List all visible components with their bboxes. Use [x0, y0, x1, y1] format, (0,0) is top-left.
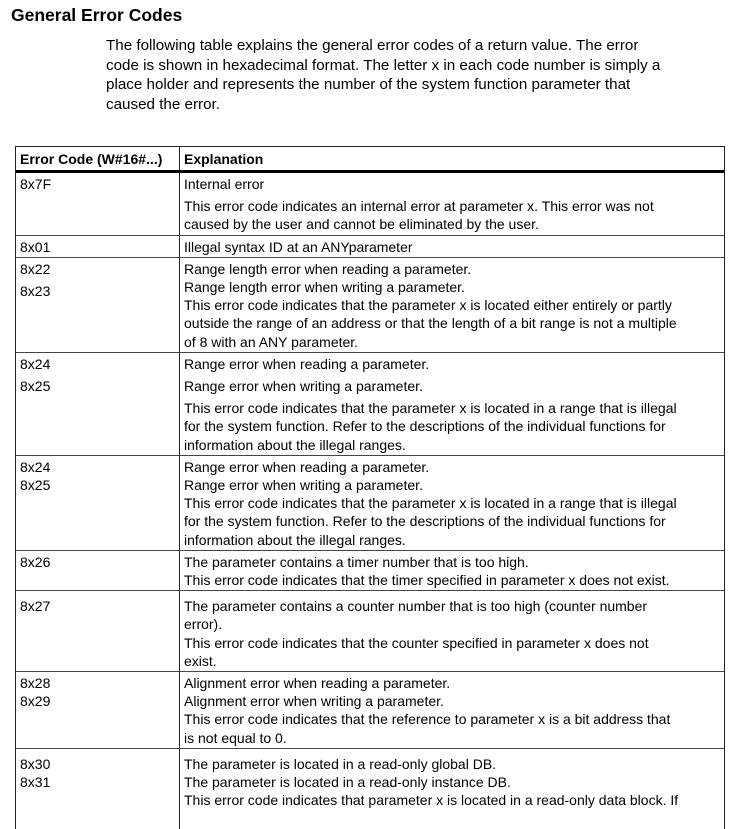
header-explanation: Explanation [184, 151, 264, 167]
explanation-cell [180, 672, 724, 748]
explanation-line: This error code indicates that parameter x is located in a read-only data block. If [184, 792, 679, 809]
explanation-cell [180, 173, 724, 235]
explanation-cell [180, 258, 724, 352]
explanation-line: This error code indicates an internal error at parameter x. This error was not [184, 198, 654, 215]
code-cell [16, 456, 180, 550]
explanation-line: This error code indicates that the timer specified in parameter x does not exist. [184, 572, 670, 589]
explanation-cell [180, 353, 724, 455]
explanation-line: for the system function. Refer to the descriptions of the individual functions for [184, 513, 666, 530]
explanation-line: Illegal syntax ID at an ANYparameter [184, 238, 413, 255]
explanation-line: exist. [184, 652, 217, 669]
code-value: 8x7F [20, 176, 52, 192]
explanation-line: The parameter contains a counter number that is too high (counter number [184, 598, 648, 615]
code-value: 8x25 [20, 378, 51, 395]
explanation-line: Range error when writing a parameter. [184, 378, 423, 395]
intro-paragraph [106, 36, 726, 114]
table-row [16, 173, 724, 236]
explanation-line: Alignment error when reading a parameter. [184, 675, 451, 692]
explanation-cell [180, 236, 724, 257]
explanation-line: Range length error when writing a parameter. [184, 279, 465, 296]
explanation-line: This error code indicates that the parameter x is located in a range that is illegal [184, 495, 677, 512]
section-title: General Error Codes [11, 5, 183, 25]
explanation-line: This error code indicates that the parameter x is located either entirely or partly [184, 297, 672, 314]
table-row [16, 749, 724, 829]
explanation-cell [180, 749, 724, 829]
code-value: 8x01 [20, 238, 51, 255]
code-cell [16, 258, 180, 352]
explanation-line: Range length error when reading a parameter. [184, 260, 472, 277]
code-value: 8x30 [20, 755, 51, 772]
explanation-line: caused by the user and cannot be eliminated by the user. [184, 216, 539, 233]
explanation-line: information about the illegal ranges. [184, 436, 406, 453]
explanation-line: This error code indicates that the reference to parameter x is a bit address that [184, 711, 671, 728]
table-row [16, 353, 724, 456]
explanation-line: information about the illegal ranges. [184, 531, 406, 548]
table-row [16, 672, 724, 749]
code-value: 8x24 [20, 458, 51, 475]
explanation-line: This error code indicates that the counter specified in parameter x does not [184, 634, 649, 651]
code-value: 8x26 [20, 553, 51, 570]
table-header-row [16, 147, 724, 173]
intro-line: place holder and represents the number of the system function parameter that [106, 76, 631, 93]
explanation-line: Range error when reading a parameter. [184, 355, 430, 372]
explanation-line: error). [184, 616, 223, 633]
code-cell [16, 173, 180, 235]
explanation-line: The parameter is located in a read-only instance DB. [184, 774, 511, 791]
explanation-cell [180, 591, 724, 671]
code-value: 8x22 [20, 260, 51, 277]
code-cell [16, 236, 180, 257]
explanation-line: The parameter is located in a read-only global DB. [184, 755, 497, 772]
code-cell [16, 672, 180, 748]
intro-line: caused the error. [106, 95, 220, 113]
table-row [16, 258, 724, 353]
intro-line: The following table explains the general error codes of a return value. The error [106, 37, 639, 54]
code-cell [16, 353, 180, 455]
table-row [16, 456, 724, 551]
explanation-line: This error code indicates that the parameter x is located in a range that is illegal [184, 400, 677, 417]
explanation-line: of 8 with an ANY parameter. [184, 333, 359, 350]
code-value: 8x27 [20, 598, 51, 615]
explanation-line: for the system function. Refer to the descriptions of the individual functions for [184, 418, 666, 435]
explanation-line: outside the range of an address or that the length of a bit range is not a multiple [184, 315, 677, 332]
code-cell [16, 591, 180, 671]
explanation-cell [180, 456, 724, 550]
intro-line: code is shown in hexadecimal format. The letter x in each code number is simply a [106, 56, 661, 74]
table-row [16, 236, 724, 258]
explanation-line: Range error when writing a parameter. [184, 477, 423, 494]
code-cell [16, 551, 180, 590]
explanation-line: The parameter contains a timer number that is too high. [184, 553, 529, 570]
table-row [16, 591, 724, 672]
code-value: 8x24 [20, 355, 51, 372]
explanation-line: Alignment error when writing a parameter. [184, 693, 444, 710]
explanation-cell [180, 551, 724, 590]
code-value: 8x23 [20, 283, 51, 300]
code-value: 8x31 [20, 774, 51, 791]
table-row [16, 551, 724, 591]
explanation-line: Range error when reading a parameter. [184, 458, 430, 475]
code-value: 8x28 [20, 675, 51, 692]
error-codes-table [15, 146, 725, 829]
code-value: 8x29 [20, 693, 51, 710]
header-error-code: Error Code (W#16#...) [16, 147, 180, 170]
code-cell [16, 749, 180, 829]
code-value: 8x25 [20, 477, 51, 494]
explanation-line: Internal error [184, 176, 265, 192]
explanation-line: is not equal to 0. [184, 729, 287, 746]
